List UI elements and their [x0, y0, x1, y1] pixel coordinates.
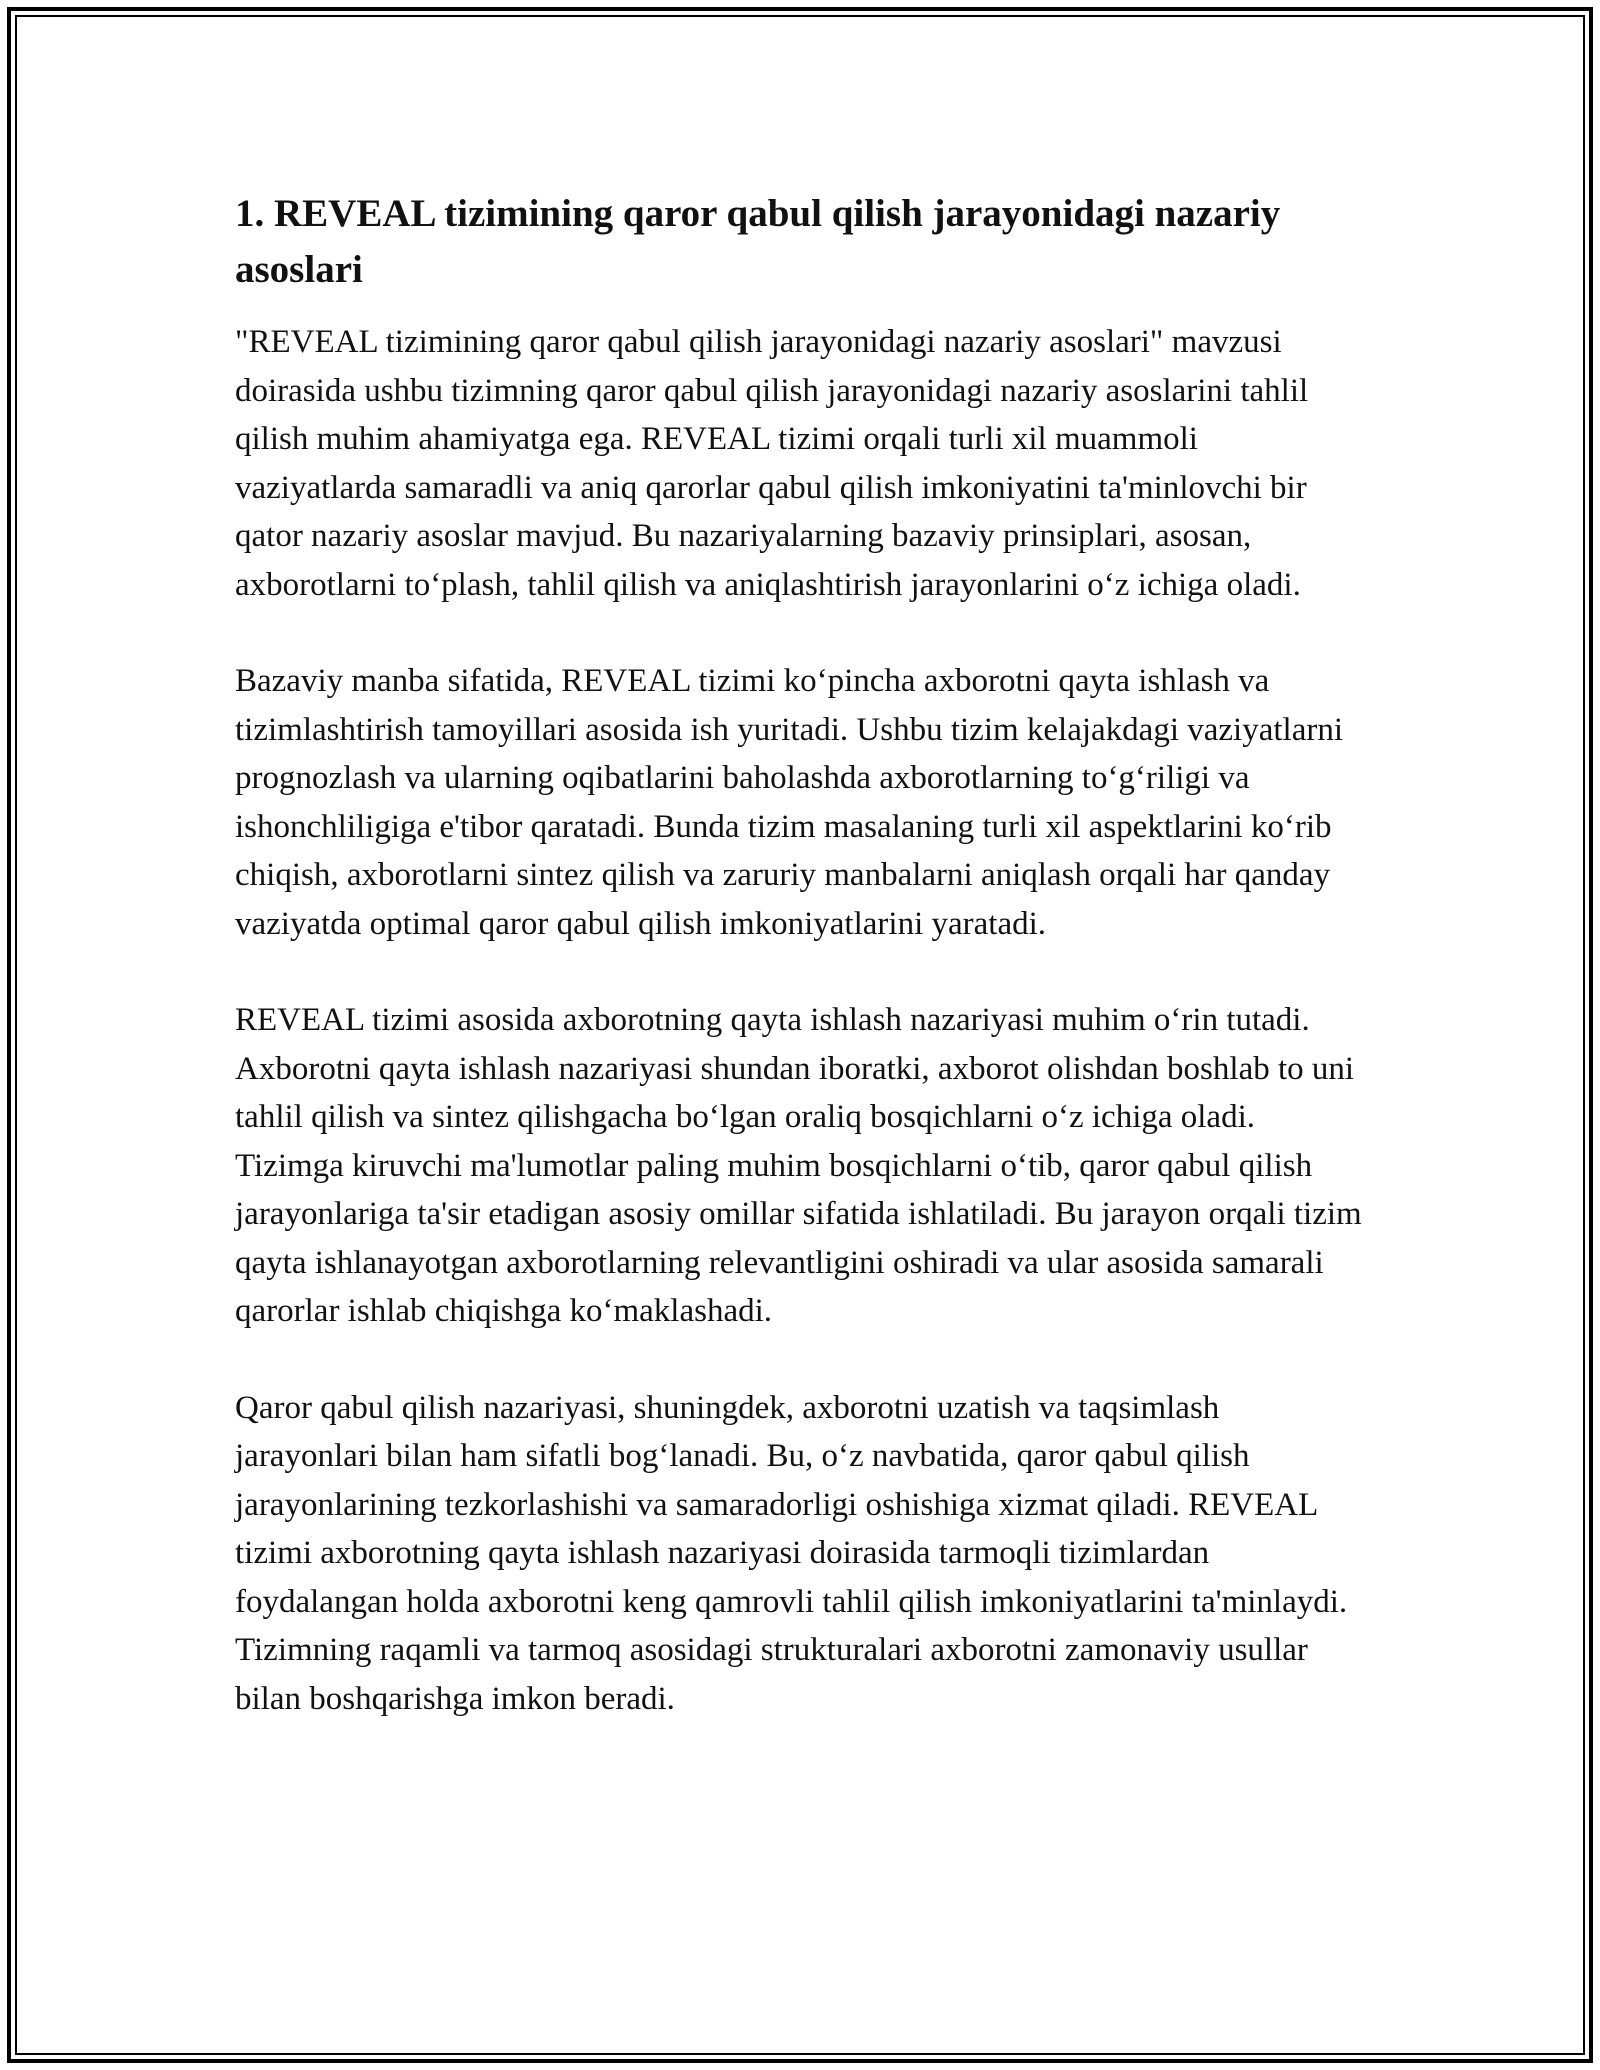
- paragraph-1: "REVEAL tizimining qaror qabul qilish jarayonidagi nazariy asoslari" mavzusi doirasida ushbu tizimning qaror qabul qilish jarayonidagi nazariy asoslarini tahlil qilish muhim ahamiyatga ega. REVEAL tizimi orqali turli xil muammoli vaziyatlarda samaradli va aniq qarorlar qabul qilish imkoniyatini ta'minlovchi bir qator nazariy asoslar mavjud. Bu nazariyalarning bazaviy prinsiplari, asosan, axborotlarni to‘plash, tahlil qilish va aniqlashtirish jarayonlarini o‘z ichiga oladi.: [235, 324, 1309, 603]
- section-heading: 1. REVEAL tizimining qaror qabul qilish jarayonidagi nazariy asoslari: [235, 192, 1281, 291]
- document-body: [235, 186, 1365, 1723]
- paragraph-4: Qaror qabul qilish nazariyasi, shuningdek, axborotni uzatish va taqsimlash jarayonlari bilan ham sifatli bog‘lanadi. Bu, o‘z navbatida, qaror qabul qilish jarayonlarining tezkorlashishi va samaradorligi oshishiga xizmat qiladi. REVEAL tizimi axborotning qayta ishlash nazariyasi doirasida tarmoqli tizimlardan foydalangan holda axborotni keng qamrovli tahlil qilish imkoniyatlarini ta'minlaydi. Tizimning raqamli va tarmoq asosidagi strukturalari axborotni zamonaviy usullar bilan boshqarishga imkon beradi.: [235, 1389, 1348, 1717]
- paragraph-3: REVEAL tizimi asosida axborotning qayta ishlash nazariyasi muhim o‘rin tutadi. Axborotni qayta ishlash nazariyasi shundan iboratki, axborot olishdan boshlab to uni tahlil qilish va sintez qilishgacha bo‘lgan oraliq bosqichlarni o‘z ichiga oladi. Tizimga kiruvchi ma'lumotlar paling muhim bosqichlarni o‘tib, qaror qabul qilish jarayonlariga ta'sir etadigan asosiy omillar sifatida ishlatiladi. Bu jarayon orqali tizim qayta ishlanayotgan axborotlarning relevantligini oshiradi va ular asosida samarali qarorlar ishlab chiqishga ko‘maklashadi.: [235, 1002, 1362, 1329]
- paragraph-2: Bazaviy manba sifatida, REVEAL tizimi ko‘pincha axborotni qayta ishlash va tizimlashtirish tamoyillari asosida ish yuritadi. Ushbu tizim kelajakdagi vaziyatlarni prognozlash va ularning oqibatlarini baholashda axborotlarning to‘g‘riligi va ishonchliligiga e'tibor qaratadi. Bunda tizim masalaning turli xil aspektlarini ko‘rib chiqish, axborotlarni sintez qilish va zaruriy manbalarni aniqlash orqali har qanday vaziyatda optimal qaror qabul qilish imkoniyatlarini yaratadi.: [235, 663, 1343, 942]
